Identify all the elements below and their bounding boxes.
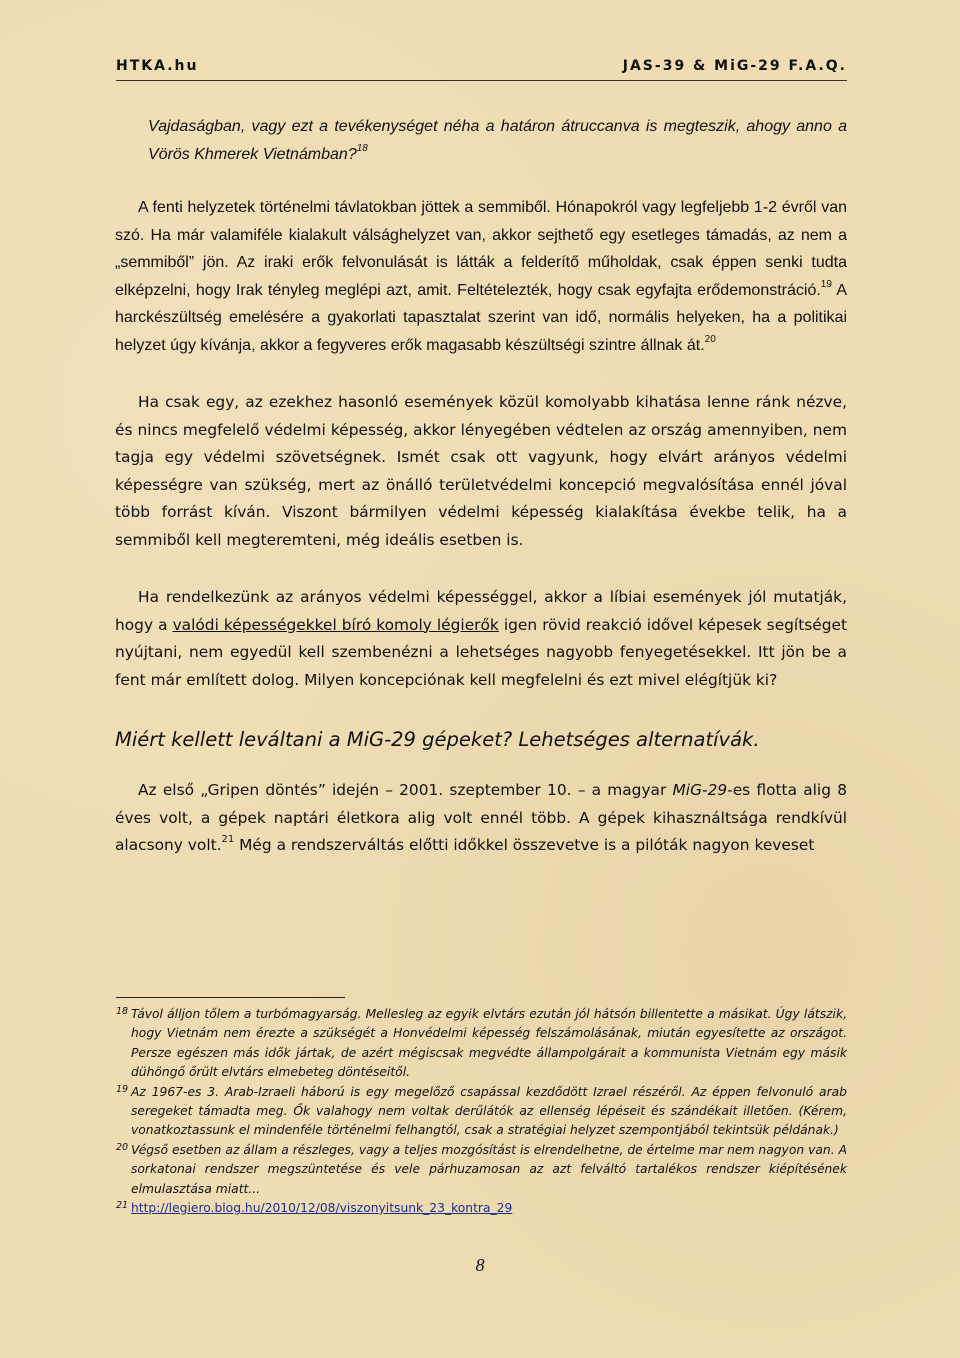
mig-29-term: MiG-29 [672, 781, 728, 799]
footnote-text: Távol álljon tőlem a turbómagyarság. Mellesleg az egyik elvtárs ezután jól hátsón billentette a másikat. Úgy látszik, hogy Vietnám nem érezte a szükségét a Honvédelmi képesség felszámolásának, miután egyesítette az országot. Persze egészen más idők jártak, de azért mégiscsak megvédte állampolgárait a kommunista Vietnám egy másik dühöngő őrült elvtárs elmebeteg döntéseitől. [131, 1007, 847, 1080]
page-header [116, 58, 847, 78]
footnote-18 [116, 1005, 847, 1083]
header-site-name: HTKA.hu [116, 58, 199, 74]
footnotes [116, 1005, 847, 1218]
quote-paragraph [115, 113, 847, 168]
main-content [115, 113, 847, 860]
paragraph-4-text-a: Az első „Gripen döntés” idején – 2001. szeptember 10. – a magyar [138, 781, 673, 799]
paragraph-3 [115, 584, 847, 694]
section-heading: Miért kellett leváltani a MiG-29 gépeket? Lehetséges alternatívák. [115, 728, 760, 751]
paragraph-1 [115, 194, 847, 359]
footnote-19 [116, 1083, 847, 1141]
footnote-number: 18 [116, 1006, 129, 1017]
quote-text: Vajdaságban, vagy ezt a tevékenységet néha a határon átruccanva is megteszik, ahogy anno a Vörös Khmerek Vietnámban? [148, 118, 847, 163]
footnote-ref-19[interactable]: 19 [820, 278, 832, 290]
paragraph-3-text-b: igen rövid reakció idővel képesek segítséget nyújtani, nem egyedül kell szembenézni a lehetséges nagyobb fenyegetésekkel. Itt jön be a fent már említett dolog. Milyen koncepciónak kell megfelelni és ezt mivel elégítjük ki? [115, 615, 848, 689]
footnote-ref-21[interactable]: 21 [221, 834, 235, 845]
footnote-21 [116, 1199, 847, 1218]
footnote-number: 20 [116, 1141, 129, 1153]
paragraph-1-text-a: A fenti helyzetek történelmi távlatokban jöttek a semmiből. Hónapokról vagy legfeljebb 1-2 évről van szó. Ha már valamiféle kialakult válsághelyzet van, akkor sejthető egy esetleges támadás, az nem a „semmiből” jön. Az iraki erők felvonulását is látták a felderítő műholdak, csak éppen senki tudta elképzelni, hogy Irak tényleg meglépi azt, amit. Feltételezték, hogy csak egyfajta erődemonstráció. [115, 199, 847, 299]
air-force-link[interactable]: valódi képességekkel bíró komoly légierők [172, 615, 499, 634]
header-document-title: JAS-39 & MiG-29 F.A.Q. [622, 58, 847, 74]
paragraph-1-text-b: A harckészültség emelésére a gyakorlati tapasztalat szerint van idő, normális helyeken, ha a politikai helyzet úgy kívánja, akkor a fegyveres erők magasabb készültségi szintre állnak át. [115, 281, 848, 354]
footnote-20 [116, 1141, 847, 1199]
footnote-number: 21 [116, 1200, 129, 1212]
header-divider [116, 80, 847, 81]
paragraph-2: Ha csak egy, az ezekhez hasonló események közül komolyabb kihatása lenne ránk nézve, és nincs megfelelő védelmi képesség, akkor lényegében védtelen az ország amennyiben, nem tagja egy védelmi szövetségnek. Ismét csak ott vagyunk, hogy elvárt arányos védelmi képességre van szükség, mert az önálló területvédelmi koncepció megvalósítása ennél jóval több forrást kíván. Viszont bármilyen védelmi képesség kialakítása évekbe telik, ha a semmiből kell megteremteni, még ideális esetben is. [115, 393, 847, 549]
footnote-link[interactable]: http://legiero.blog.hu/2010/12/08/viszonyitsunk_23_kontra_29 [131, 1201, 513, 1216]
footnote-ref-20[interactable]: 20 [704, 333, 716, 345]
footnote-number: 19 [116, 1083, 129, 1095]
footnote-divider [116, 997, 345, 998]
paragraph-3-text-a: Ha rendelkezünk az arányos védelmi képességgel, akkor a líbiai események jól mutatják, hogy a [115, 588, 847, 634]
paragraph-4-text-b: -es flotta alig 8 éves volt, a gépek naptári életkora alig volt ennél több. A gépek kihasználtsága rendkívül alacsony volt. [115, 781, 847, 854]
paragraph-4-text-c: Még a rendszerváltás előtti időkkel összevetve is a pilóták nagyon keveset [234, 836, 815, 854]
page-number: 8 [475, 1255, 485, 1275]
paragraph-4 [115, 777, 847, 860]
footnote-text: Végső esetben az állam a részleges, vagy a teljes mozgósítást is elrendelhetne, de értelme mar nem nagyon van. A sorkatonai rendszer megszüntetése és vele párhuzamosan az azt felváltó tartalékos rendszer kiépítésének elmulasztása miatt... [131, 1142, 847, 1196]
footnote-ref-18[interactable]: 18 [356, 142, 368, 154]
footnote-text: Az 1967-es 3. Arab-Izraeli háború is egy megelőző csapással kezdődött Izrael részéről. Az éppen felvonuló arab seregeket támadta meg. Ők valahogy nem voltak derűlátók az ellenség lépéseit és szándékait illetően. (Kérem, vonatkoztassunk el mindenféle történelmi felhangtól, csak a stratégiai helyzet szempontjából tekintsük példának.) [131, 1084, 847, 1138]
